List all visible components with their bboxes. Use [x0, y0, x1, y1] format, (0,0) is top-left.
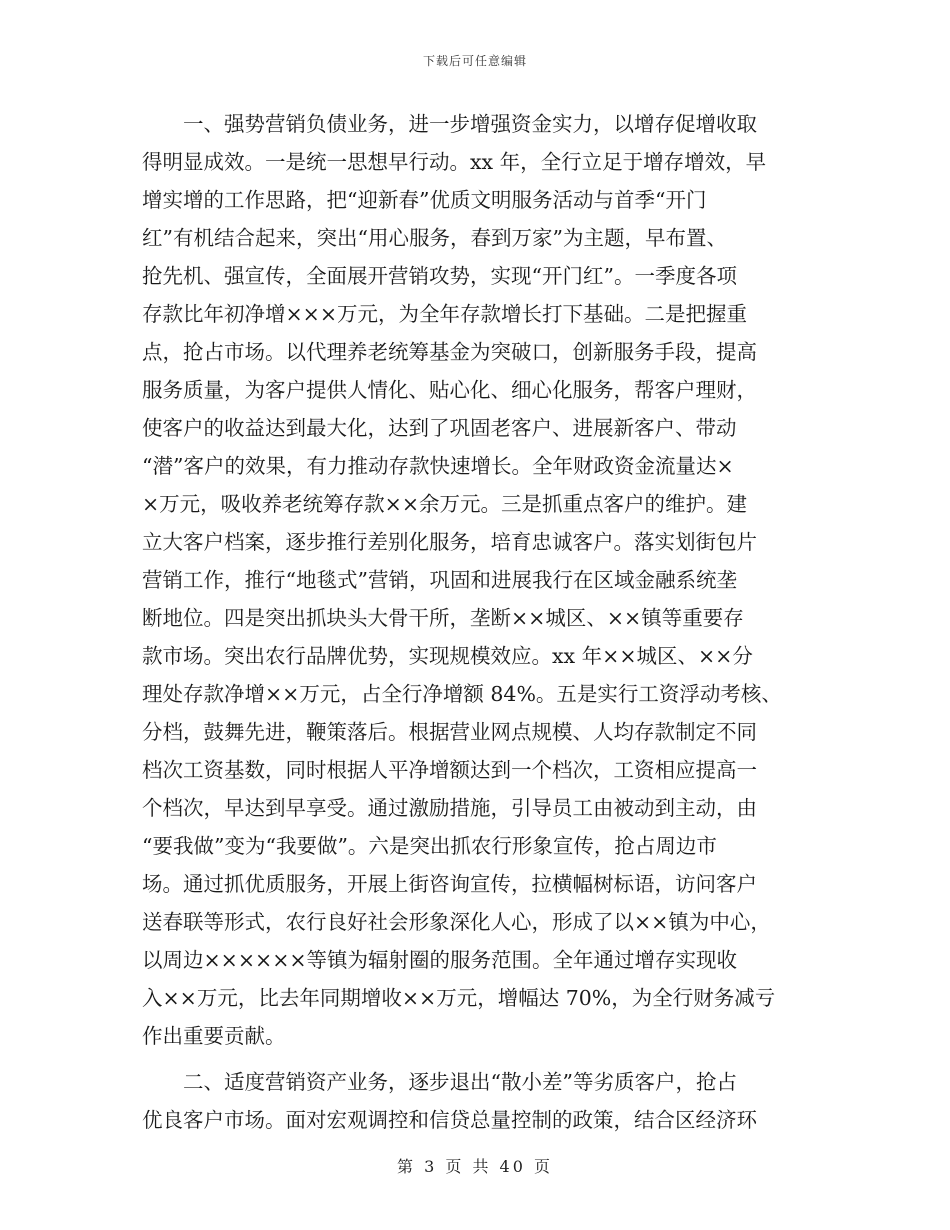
text-line: 点，抢占市场。以代理养老统筹基金为突破口，创新服务手段，提高 — [142, 340, 757, 364]
text-line: 入××万元，比去年同期增收××万元，增幅达 70%，为全行财务减亏 — [142, 986, 776, 1010]
paragraph-1 — [142, 105, 810, 1055]
text-line: 档次工资基数，同时根据人平净增额达到一个档次，工资相应提高一 — [142, 758, 757, 782]
text-line: 二、适度营销资产业务，逐步退出“散小差”等劣质客户，抢占 — [142, 1070, 737, 1094]
text-line: 立大客户档案，逐步推行差别化服务，培育忠诚客户。落实划街包片 — [142, 530, 757, 554]
text-line: 款市场。突出农行品牌优势，实现规模效应。xx 年××城区、××分 — [142, 644, 753, 668]
paragraph-gap — [142, 1055, 810, 1063]
text-line: 场。通过抓优质服务，开展上街咨询宣传，拉横幅树标语，访问客户 — [142, 872, 757, 896]
text-line: 营销工作，推行“地毯式”营销，巩固和进展我行在区域金融系统垄 — [142, 568, 737, 592]
text-line: 分档，鼓舞先进，鞭策落后。根据营业网点规模、人均存款制定不同 — [142, 720, 757, 744]
text-line: 存款比年初净增×××万元，为全年存款增长打下基础。二是把握重 — [142, 302, 748, 326]
text-line: “潜”客户的效果，有力推动存款快速增长。全年财政资金流量达× — [142, 454, 734, 478]
text-line: 送春联等形式，农行良好社会形象深化人心，形成了以××镇为中心， — [142, 910, 771, 934]
text-line: 增实增的工作思路，把“迎新春”优质文明服务活动与首季“开门 — [142, 188, 707, 212]
text-line: 抢先机、强宣传，全面展开营销攻势，实现“开门红”。一季度各项 — [142, 264, 737, 288]
text-line: 作出重要贡献。 — [142, 1024, 286, 1048]
text-line: 一、强势营销负债业务，进一步增强资金实力，以增存促增收取 — [142, 112, 757, 136]
paragraph-2 — [142, 1063, 810, 1139]
text-line: 优良客户市场。面对宏观调控和信贷总量控制的政策，结合区经济环 — [142, 1108, 757, 1132]
document-body — [142, 105, 810, 1139]
text-line: 断地位。四是突出抓块头大骨干所，垄断××城区、××镇等重要存 — [142, 606, 744, 630]
text-line: 得明显成效。一是统一思想早行动。xx 年，全行立足于增存增效，早 — [142, 150, 767, 174]
text-line: 个档次，早达到早享受。通过激励措施，引导员工由被动到主动，由 — [142, 796, 757, 820]
text-line: 服务质量，为客户提供人情化、贴心化、细心化服务，帮客户理财， — [142, 378, 757, 402]
text-line: “要我做”变为“我要做”。六是突出抓农行形象宣传，抢占周边市 — [142, 834, 717, 858]
page-footer: 第 3 页 共 40 页 — [397, 1157, 553, 1176]
text-line: 红”有机结合起来，突出“用心服务，春到万家”为主题，早布置、 — [142, 226, 727, 250]
text-line: 理处存款净增××万元，占全行净增额 84%。五是实行工资浮动考核、 — [142, 682, 782, 706]
text-line: 以周边××××××等镇为辐射圈的服务范围。全年通过增存实现收 — [142, 948, 738, 972]
text-line: ×万元，吸收养老统筹存款××余万元。三是抓重点客户的维护。建 — [142, 492, 748, 516]
text-line: 使客户的收益达到最大化，达到了巩固老客户、进展新客户、带动 — [142, 416, 737, 440]
page-header: 下载后可任意编辑 — [422, 54, 527, 68]
